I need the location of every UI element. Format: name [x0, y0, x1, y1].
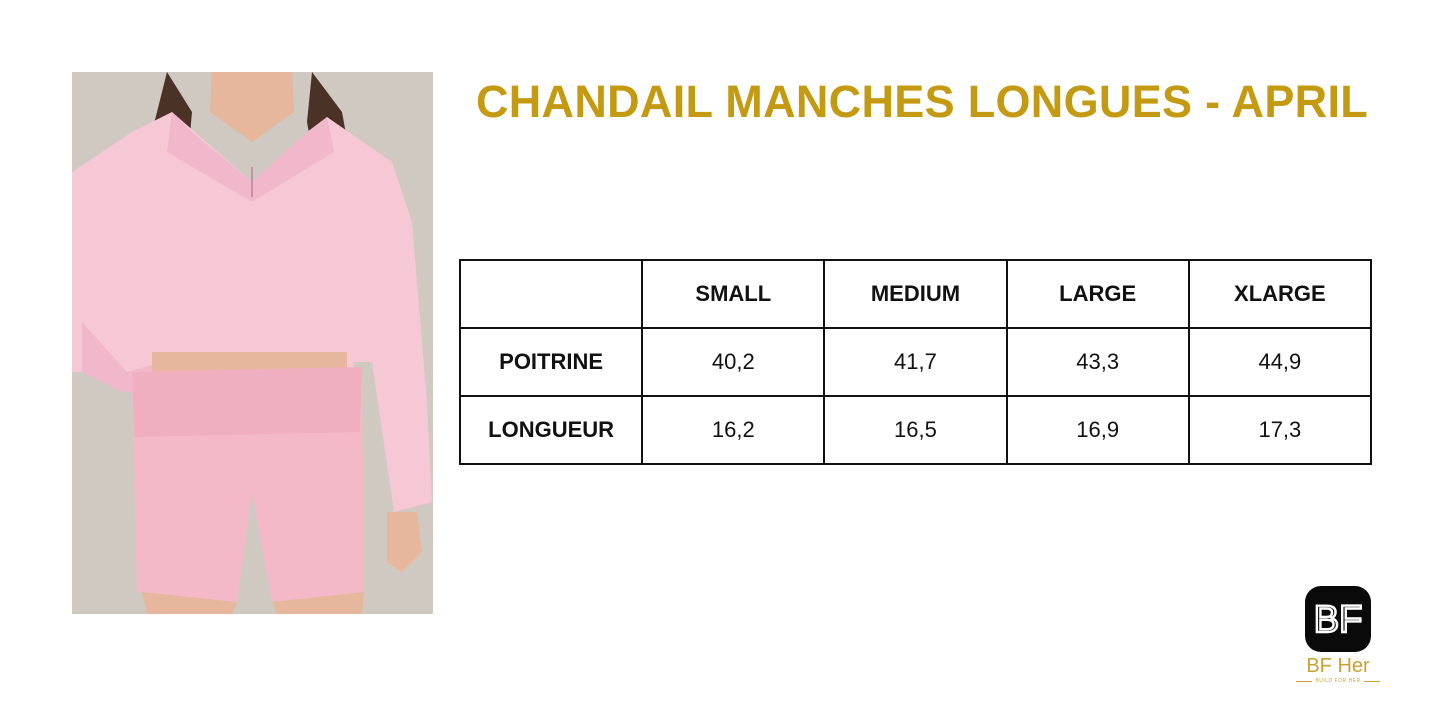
brand-logo [1288, 586, 1388, 686]
brand-tagline-row [1288, 677, 1388, 685]
size-header-medium: MEDIUM [824, 260, 1006, 328]
table-cell: 16,9 [1007, 396, 1189, 464]
table-cell: 40,2 [642, 328, 824, 396]
size-header-xlarge: XLARGE [1189, 260, 1371, 328]
brand-tagline: BUILD FOR HER [1315, 678, 1361, 684]
product-title: CHANDAIL MANCHES LONGUES - APRIL [475, 76, 1369, 127]
table-cell: 16,2 [642, 396, 824, 464]
table-cell: 41,7 [824, 328, 1006, 396]
size-chart-table [459, 259, 1372, 465]
table-corner-cell [460, 260, 642, 328]
table-cell: 43,3 [1007, 328, 1189, 396]
table-cell: 44,9 [1189, 328, 1371, 396]
table-cell: 17,3 [1189, 396, 1371, 464]
brand-name: BF Her [1306, 655, 1370, 677]
table-cell: 16,5 [824, 396, 1006, 464]
size-header-small: SMALL [642, 260, 824, 328]
table-row [460, 328, 1371, 396]
brand-mark-text: BF [1313, 599, 1363, 639]
tagline-rule-right [1364, 681, 1380, 682]
brand-mark-icon [1305, 586, 1371, 652]
product-photo [72, 72, 433, 614]
table-header-row [460, 260, 1371, 328]
tagline-rule-left [1296, 681, 1312, 682]
table-row [460, 396, 1371, 464]
bf-monogram-icon [1310, 599, 1366, 639]
row-label-poitrine: POITRINE [460, 328, 642, 396]
size-header-large: LARGE [1007, 260, 1189, 328]
row-label-longueur: LONGUEUR [460, 396, 642, 464]
